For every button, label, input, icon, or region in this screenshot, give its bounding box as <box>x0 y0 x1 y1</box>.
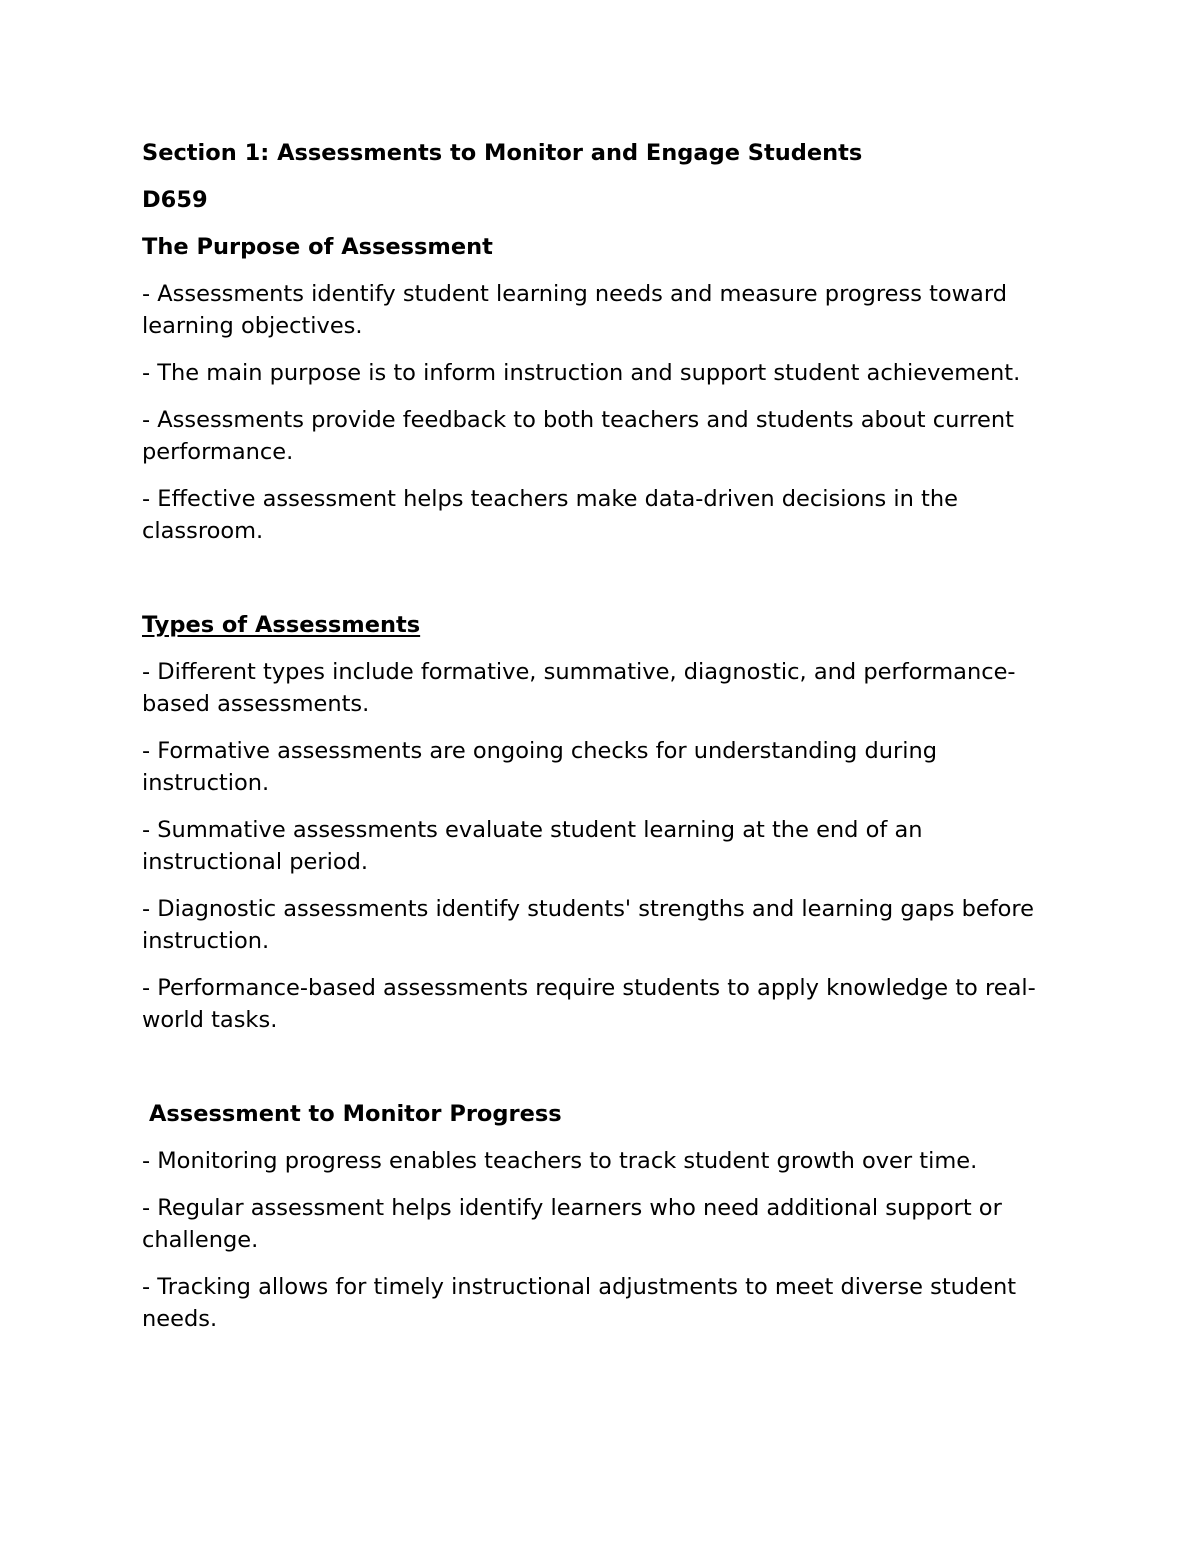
document-body <box>142 137 1067 1350</box>
purpose-bullet-4: - Effective assessment helps teachers make data-driven decisions in the classroom. <box>142 486 958 544</box>
section-heading-purpose: The Purpose of Assessment <box>142 234 493 260</box>
section-heading-monitor: Assessment to Monitor Progress <box>149 1101 562 1127</box>
types-bullet-5: - Performance-based assessments require students to apply knowledge to real-world tasks. <box>142 975 1036 1033</box>
types-bullet-1: - Different types include formative, summative, diagnostic, and performance-based assessments. <box>142 659 1016 717</box>
types-bullet-2: - Formative assessments are ongoing checks for understanding during instruction. <box>142 738 938 796</box>
types-bullet-4: - Diagnostic assessments identify students' strengths and learning gaps before instruction. <box>142 896 1034 954</box>
document-title: Section 1: Assessments to Monitor and Engage Students <box>142 140 863 166</box>
section-spacer <box>142 1051 1067 1098</box>
section-heading-types: Types of Assessments <box>142 612 421 638</box>
monitor-bullet-3: - Tracking allows for timely instructional adjustments to meet diverse student needs. <box>142 1274 1017 1332</box>
purpose-bullet-1: - Assessments identify student learning needs and measure progress toward learning objectives. <box>142 281 1007 339</box>
types-bullet-3: - Summative assessments evaluate student learning at the end of an instructional period. <box>142 817 923 875</box>
monitor-bullet-2: - Regular assessment helps identify learners who need additional support or challenge. <box>142 1195 1002 1253</box>
purpose-bullet-3: - Assessments provide feedback to both teachers and students about current performance. <box>142 407 1014 465</box>
monitor-bullet-1: - Monitoring progress enables teachers to track student growth over time. <box>142 1148 978 1174</box>
section-spacer <box>142 562 1067 609</box>
purpose-bullet-2: - The main purpose is to inform instruction and support student achievement. <box>142 360 1021 386</box>
course-code: D659 <box>142 187 208 213</box>
